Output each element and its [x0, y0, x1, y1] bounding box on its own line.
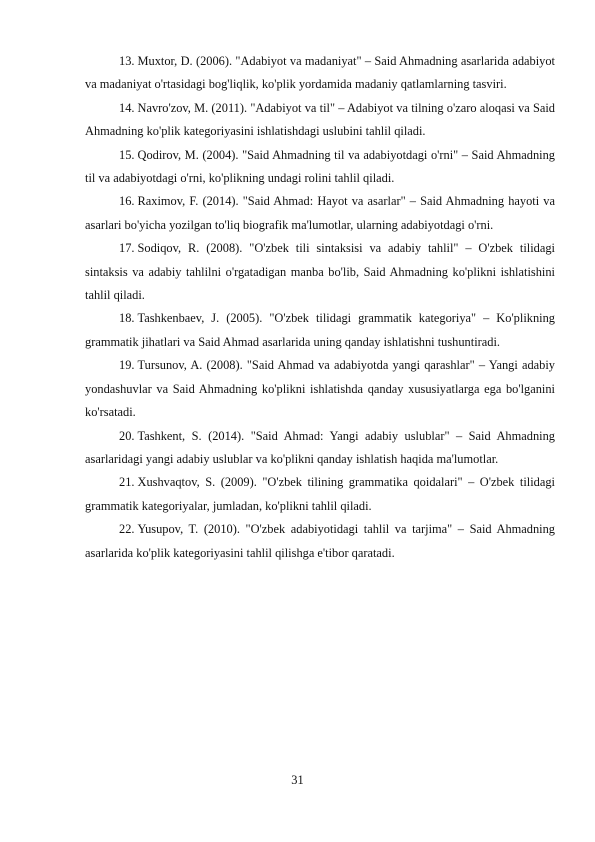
- reference-text: Raximov, F. (2014). "Said Ahmad: Hayot va asarlar" – Said Ahmadning hayoti va asarlari bo'yicha yozilgan to'liq biografik ma'lumotlar, ularning adabiyotdagi o'rni.: [85, 194, 555, 232]
- reference-number: 21.: [119, 475, 135, 490]
- reference-number: 15.: [119, 147, 135, 162]
- reference-item: [85, 518, 555, 565]
- reference-number: 20.: [119, 428, 135, 443]
- reference-item: [85, 50, 555, 97]
- reference-list: [85, 50, 555, 565]
- reference-text: Muxtor, D. (2006). "Adabiyot va madaniyat" – Said Ahmadning asarlarida adabiyot va madaniyat o'rtasidagi bog'liqlik, ko'plik yordamida madaniy qatlamlarning tasviri.: [85, 54, 555, 92]
- reference-number: 16.: [119, 194, 135, 209]
- reference-item: [85, 471, 555, 518]
- reference-number: 14.: [119, 100, 135, 115]
- reference-item: [85, 190, 555, 237]
- reference-text: Navro'zov, M. (2011). "Adabiyot va til" – Adabiyot va tilning o'zaro aloqasi va Said Ahmadning ko'plik kategoriyasini ishlatishdagi uslubini tahlil qiladi.: [85, 100, 555, 139]
- reference-item: [85, 307, 555, 354]
- reference-text: Yusupov, T. (2010). "O'zbek adabiyotidagi tahlil va tarjima" – Said Ahmadning asarlarida ko'plik kategoriyasini tahlil qilishga e'tibor qaratadi.: [85, 522, 555, 560]
- reference-number: 17.: [119, 241, 135, 256]
- reference-item: [85, 97, 555, 144]
- reference-text: Tursunov, A. (2008). "Said Ahmad va adabiyotda yangi qarashlar" – Yangi adabiy yondashuvlar va Said Ahmadning ko'plikni ishlatishda qanday xususiyatlarga ega bo'lganini ko'rsatadi.: [85, 358, 555, 420]
- reference-number: 22.: [119, 522, 135, 537]
- page-number: 31: [291, 773, 304, 787]
- reference-text: Qodirov, M. (2004). "Said Ahmadning til va adabiyotdagi o'rni" – Said Ahmadning til va adabiyotdagi o'rni, ko'plikning undagi rolini tahlil qiladi.: [85, 147, 555, 186]
- reference-text: Tashkent, S. (2014). "Said Ahmad: Yangi adabiy uslublar" – Said Ahmadning asarlaridagi yangi adabiy uslublar va ko'plikni qanday ishlatish haqida ma'lumotlar.: [85, 428, 555, 466]
- reference-text: Tashkenbaev, J. (2005). "O'zbek tilidagi grammatik kategoriya" – Ko'plikning grammatik jihatlari va Said Ahmad asarlarida uning qanday ishlatishni tushuntiradi.: [85, 311, 555, 349]
- reference-text: Xushvaqtov, S. (2009). "O'zbek tilining grammatika qoidalari" – O'zbek tilidagi grammatik kategoriyalar, jumladan, ko'plikni tahlil qiladi.: [85, 475, 555, 513]
- reference-item: [85, 425, 555, 472]
- reference-item: [85, 237, 555, 307]
- reference-item: [85, 144, 555, 191]
- reference-number: 13.: [119, 54, 135, 68]
- reference-item: [85, 354, 555, 424]
- reference-text: Sodiqov, R. (2008). "O'zbek tili sintaksisi va adabiy tahlil" – O'zbek tilidagi sintaksis va adabiy tahlilni o'rgatadigan manba bo'lib, Said Ahmadning ko'plikni ishlatishini tahlil qiladi.: [85, 241, 555, 303]
- reference-number: 19.: [119, 358, 135, 373]
- reference-number: 18.: [119, 311, 135, 326]
